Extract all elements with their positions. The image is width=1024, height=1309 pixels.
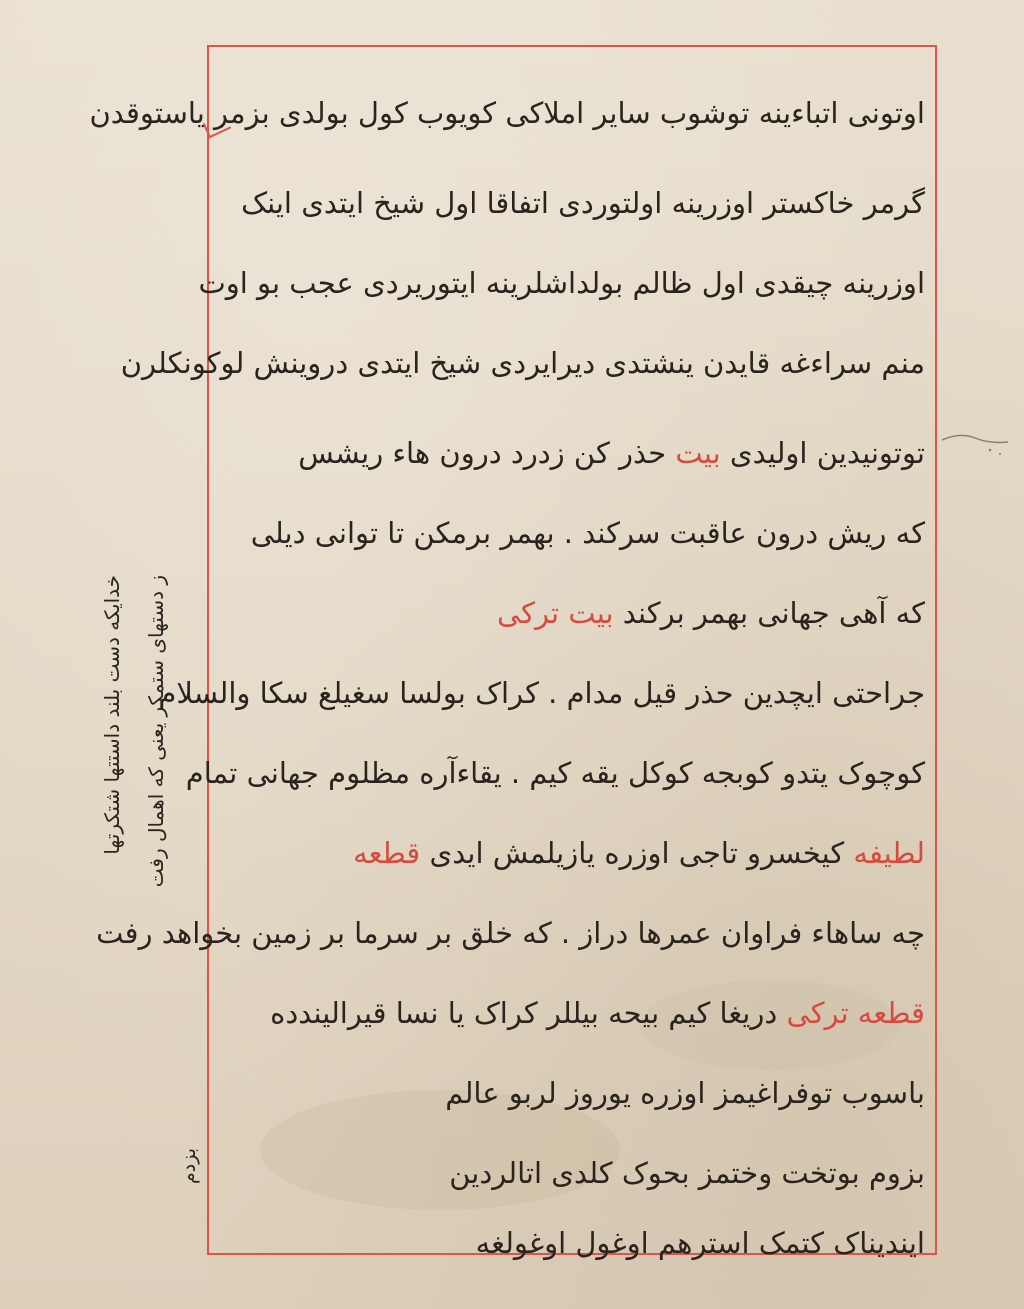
text-line — [225, 506, 925, 560]
line-text: که آهی جهانی بهمر برکند — [613, 596, 925, 630]
rubric-text: لطیفه — [844, 836, 925, 870]
margin-note-line: خدایکه دست بلند داستتها شتکرتها — [100, 575, 124, 855]
text-line — [198, 256, 925, 310]
text-line — [225, 426, 925, 480]
line-text: حذر کن زدرد درون هاء ریشس — [298, 436, 676, 470]
rubric-text: قطعه — [353, 836, 421, 870]
rubric-text: بیت — [675, 436, 721, 470]
line-text: کیخسرو تاجی اوزره یازیلمش ایدی — [420, 836, 845, 870]
line-text: منم سراءغه قایدن ینشتدی دیرایردی شیخ ایتدی دروینش لوکونکلرن — [120, 346, 925, 380]
line-text: دریغا کیم بیحه بیللر کراک یا نسا قیرالیندده — [270, 996, 787, 1030]
text-line — [225, 826, 925, 880]
text-line — [225, 986, 925, 1040]
margin-note-line: ز دستهای ستمکر یعنی که اهمال رفت — [144, 575, 168, 888]
text-line — [225, 1146, 925, 1200]
text-line — [225, 586, 925, 640]
margin-fold-mark — [940, 420, 1010, 460]
rubric-text: قطعه ترکی — [786, 996, 925, 1030]
text-line — [158, 666, 925, 720]
text-line — [96, 906, 925, 960]
line-text: گرمر خاکستر اوزرینه اولتوردی اتفاقا اول شیخ ایتدی اینک — [241, 186, 925, 220]
line-text: چه ساهاء فراوان عمرها دراز . که خلق بر سرما بر زمین بخواهد رفت — [96, 916, 925, 950]
line-text: که ریش درون عاقبت سرکند . بهمر برمکن تا توانی دیلی — [250, 516, 925, 550]
rubric-text: بیت ترکی — [497, 596, 614, 630]
line-text: کوچوک یتدو کوبجه کوکل یقه کیم . یقاءآره مظلوم جهانی تمام — [185, 756, 925, 790]
line-text: جراحتی ایچدین حذر قیل مدام . کراک بولسا سغیلغ سکا والسلام — [158, 676, 925, 710]
text-line — [225, 176, 925, 230]
text-line — [225, 1066, 925, 1120]
text-line — [120, 336, 925, 390]
catchword: بزدم — [178, 1148, 200, 1184]
line-text: توتونیدین اولیدی — [720, 436, 925, 470]
line-text: بزوم بوتخت وختمز بحوک کلدی اتالردین — [449, 1156, 925, 1190]
line-text: اوتونی اتباءینه توشوب سایر املاکی کویوب کول بولدی بزمر یاستوقدن — [89, 96, 925, 130]
text-line — [225, 1216, 925, 1270]
line-text: اوزرینه چیقدی اول ظالم بولداشلرینه ایتوریردی عجب بو اوت — [198, 266, 925, 300]
line-text: ایندیناک کتمک استرهم اوغول اوغولغه — [475, 1226, 925, 1260]
line-text: باسوب توفراغیمز اوزره یوروز لربو عالم — [445, 1076, 925, 1110]
margin-annotation — [90, 575, 200, 935]
text-line — [89, 86, 925, 140]
text-line — [185, 746, 925, 800]
